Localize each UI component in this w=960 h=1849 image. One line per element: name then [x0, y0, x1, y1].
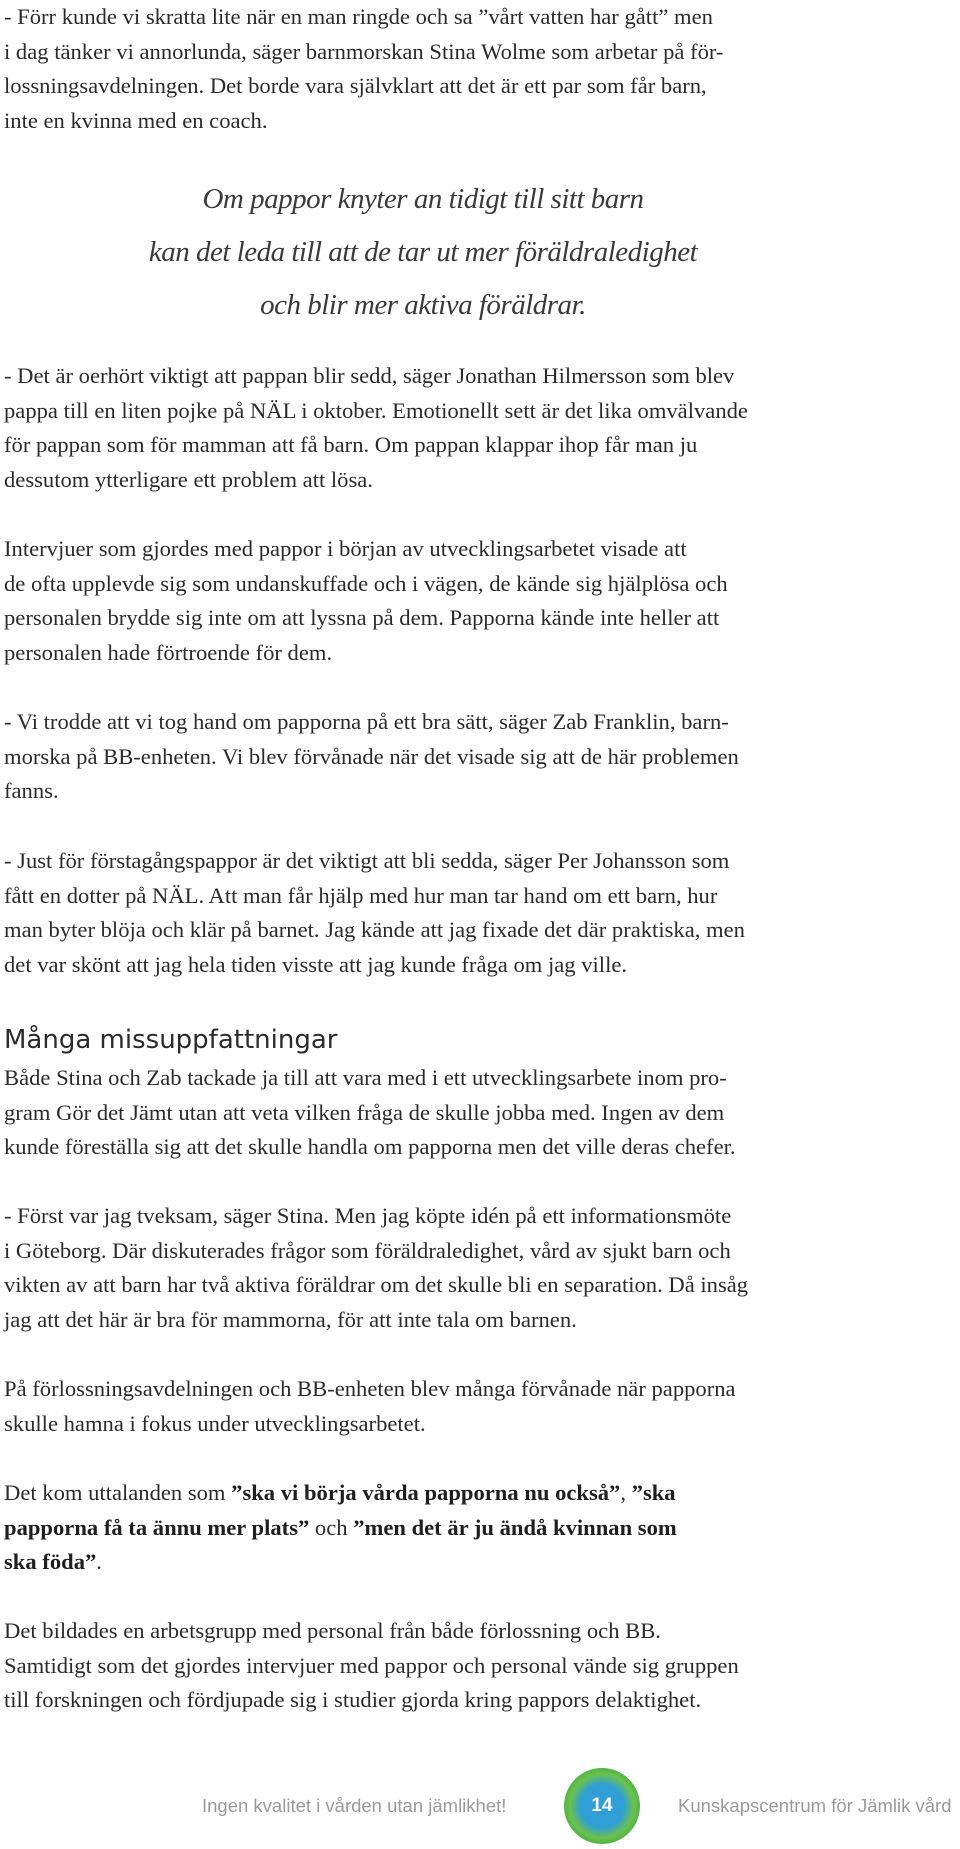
text-line: till forskningen och fördjupade sig i studier gjorda kring pappors delaktighet. — [4, 1687, 702, 1713]
quoted-statement: papporna få ta ännu mer plats” — [4, 1514, 310, 1540]
text-line: man byter blöja och klär på barnet. Jag kände att jag fixade det där praktiska, men — [4, 917, 745, 943]
footer-slogan: Ingen kvalitet i vården utan jämlikhet! — [202, 1795, 507, 1816]
paragraph-per — [4, 844, 846, 983]
text-line: - Just för förstagångspappor är det viktigt att bli sedda, säger Per Johansson som — [4, 848, 730, 873]
text-line: Både Stina och Zab tackade ja till att vara med i ett utvecklingsarbete inom pro- — [4, 1065, 727, 1090]
text-line: vikten av att barn har två aktiva föräldrar om det skulle bli en separation. Då insåg — [4, 1272, 749, 1298]
text-run: . — [96, 1549, 102, 1575]
paragraph-stina-doubt — [4, 1199, 846, 1338]
page-number-badge — [564, 1768, 640, 1844]
quoted-statement: ska föda” — [4, 1549, 97, 1575]
text-line: morska på BB-enheten. Vi blev förvånade när det visade sig att de här problemen — [4, 743, 739, 769]
text-line: inte en kvinna med en coach. — [4, 108, 268, 134]
text-line: lossningsavdelningen. Det borde vara självklart att det är ett par som får barn, — [4, 73, 707, 99]
text-line: det var skönt att jag hela tiden visste att jag kunde fråga om jag ville. — [4, 952, 628, 978]
text-line: kunde föreställa sig att det skulle handla om papporna men det ville deras chefer. — [4, 1134, 736, 1160]
paragraph-statements — [4, 1476, 846, 1580]
text-line: dessutom ytterligare ett problem att lösa. — [4, 467, 373, 493]
footer-organization: Kunskapscentrum för Jämlik vård — [678, 1795, 952, 1816]
text-run: , — [620, 1480, 632, 1505]
text-line: Det bildades en arbetsgrupp med personal från både förlossning och BB. — [4, 1618, 661, 1643]
text-line: fått en dotter på NÄL. Att man får hjälp med hur man tar hand om ett barn, hur — [4, 882, 718, 908]
quote-line: Om pappor knyter an tidigt till sitt barn — [202, 183, 644, 215]
text-line: - Förr kunde vi skratta lite när en man ringde och sa ”vårt vatten har gått” men — [4, 4, 713, 29]
text-line: för pappan som för mamman att få barn. Om pappan klappar ihop får man ju — [4, 432, 698, 458]
text-line: fanns. — [4, 778, 59, 804]
text-line: Intervjuer som gjordes med pappor i början av utvecklingsarbetet visade att — [4, 536, 687, 561]
quote-line: kan det leda till att de tar ut mer föräldraledighet — [148, 236, 698, 268]
text-line: - Vi trodde att vi tog hand om papporna på ett bra sätt, säger Zab Franklin, barn- — [4, 709, 729, 734]
pull-quote — [0, 173, 846, 332]
quoted-statement: ”men det är ju ändå kvinnan som — [353, 1514, 677, 1540]
quoted-statement: ”ska vi börja vårda papporna nu också” — [231, 1480, 621, 1505]
text-line: jag att det här är bra för mammorna, för att inte tala om barnen. — [4, 1307, 577, 1333]
quoted-statement: ”ska — [631, 1480, 676, 1505]
paragraph-interviews — [4, 532, 846, 671]
page-footer — [0, 1760, 960, 1849]
section-heading: Många missuppfattningar — [4, 1025, 338, 1055]
text-line: Samtidigt som det gjordes intervjuer med pappor och personal vände sig gruppen — [4, 1652, 739, 1678]
quote-line: och blir mer aktiva föräldrar. — [260, 289, 586, 321]
text-run: och — [309, 1514, 354, 1540]
paragraph-surprise — [4, 1372, 846, 1441]
paragraph-program — [4, 1061, 846, 1165]
page-number: 14 — [591, 1795, 613, 1816]
text-line: skulle hamna i fokus under utvecklingsarbetet. — [4, 1410, 426, 1436]
text-line — [4, 1545, 846, 1580]
text-line — [4, 1476, 846, 1511]
text-line — [4, 1511, 846, 1546]
text-line: personalen hade förtroende för dem. — [4, 640, 333, 666]
text-line: personalen brydde sig inte om att lyssna på dem. Papporna kände inte heller att — [4, 605, 720, 631]
text-line: gram Gör det Jämt utan att veta vilken fråga de skulle jobba med. Ingen av dem — [4, 1099, 725, 1125]
text-line: pappa till en liten pojke på NÄL i oktober. Emotionellt sett är det lika omvälvande — [4, 397, 748, 423]
text-line: - Först var jag tveksam, säger Stina. Men jag köpte idén på ett informationsmöte — [4, 1203, 732, 1228]
text-line: i Göteborg. Där diskuterades frågor som föräldraledighet, vård av sjukt barn och — [4, 1237, 731, 1263]
text-line: På förlossningsavdelningen och BB-enheten blev många förvånade när papporna — [4, 1376, 736, 1401]
paragraph-zab — [4, 705, 846, 809]
text-line: i dag tänker vi annorlunda, säger barnmorskan Stina Wolme som arbetar på för- — [4, 38, 724, 64]
paragraph-jonathan — [4, 359, 846, 498]
paragraph-stina-intro — [4, 0, 846, 139]
paragraph-workgroup — [4, 1614, 846, 1718]
text-line: de ofta upplevde sig som undanskuffade och i vägen, de kände sig hjälplösa och — [4, 570, 728, 596]
text-run: Det kom uttalanden som — [4, 1480, 232, 1505]
text-line: - Det är oerhört viktigt att pappan blir sedd, säger Jonathan Hilmersson som blev — [4, 363, 735, 388]
